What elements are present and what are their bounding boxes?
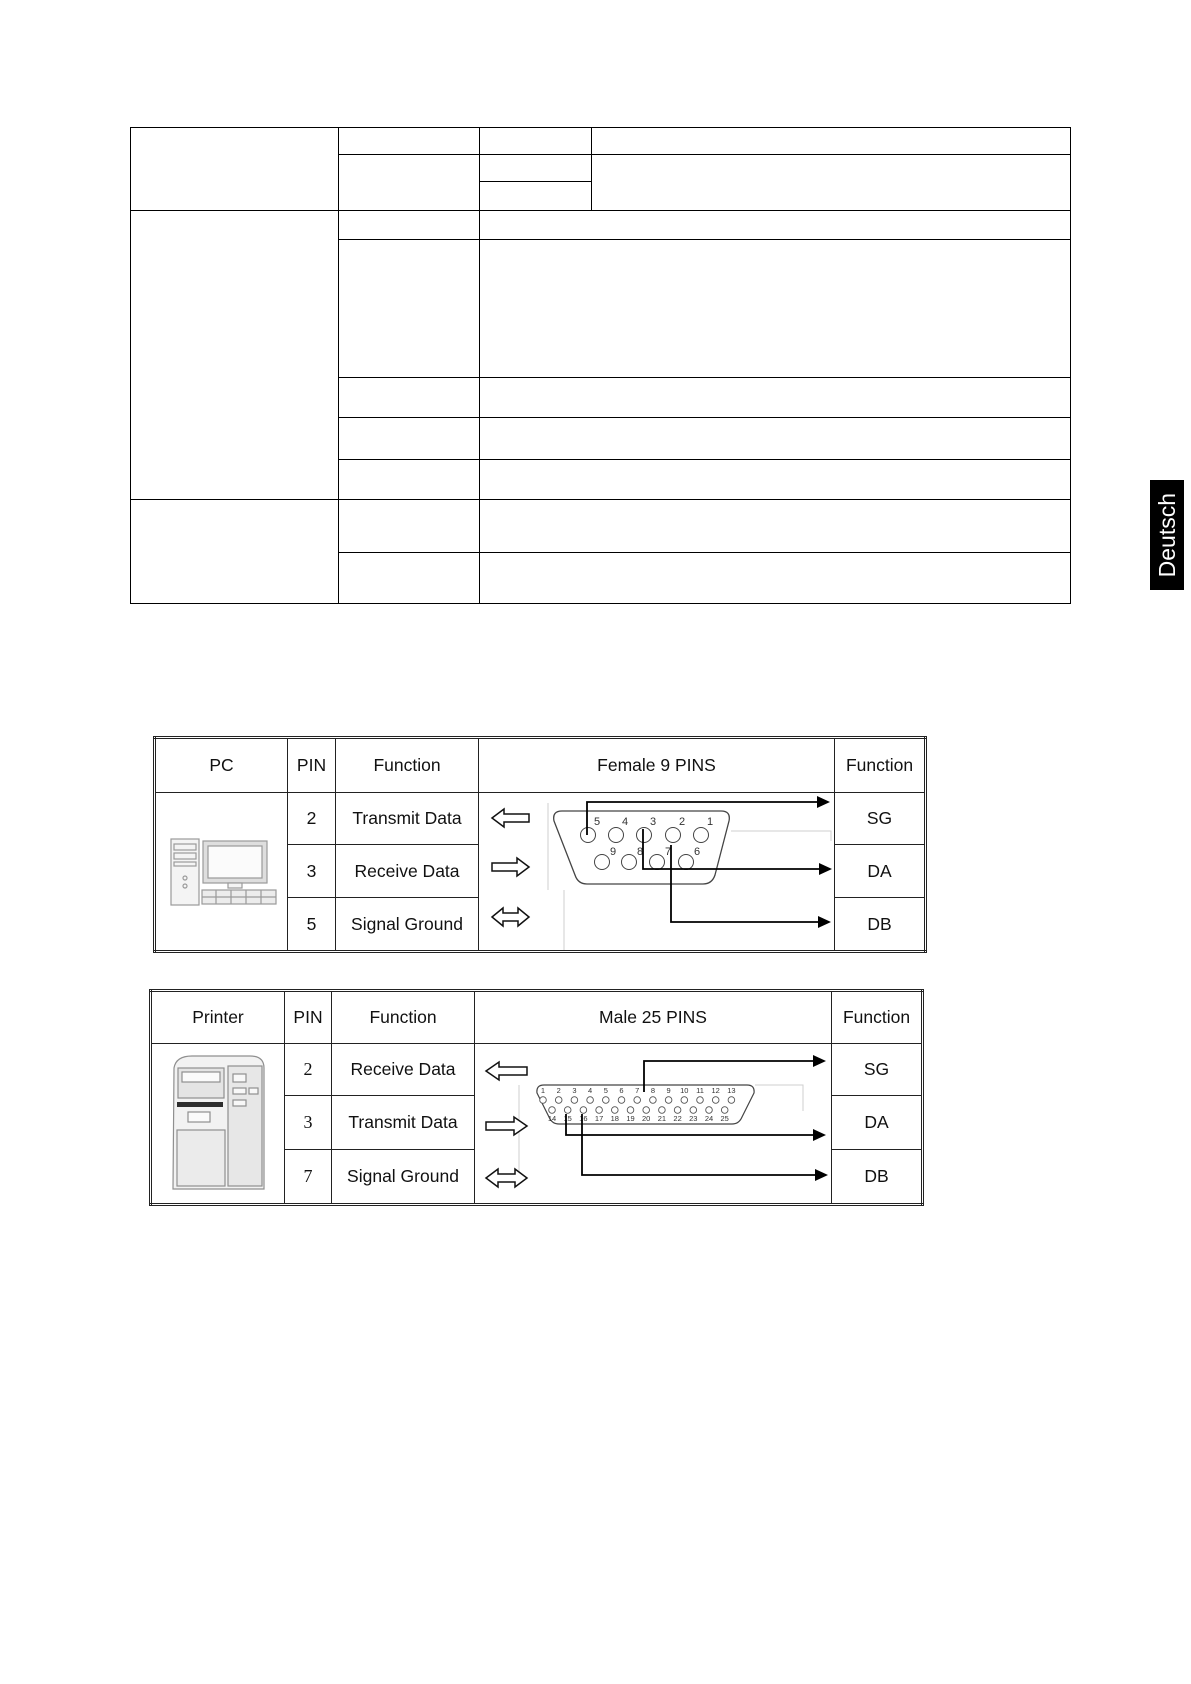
target-function: DA [835,845,926,898]
spec-table-cell [480,500,1071,553]
spec-table-cell [131,500,339,604]
spec-table-cell [339,240,480,378]
spec-table-cell [480,182,592,211]
arrowhead-icon [815,1169,828,1181]
pin-hole [697,1097,704,1104]
pin-hole [666,828,681,843]
pin-number-label: 1 [540,1086,546,1095]
spec-table-cell [480,240,1071,378]
header-pin: PIN [285,991,332,1044]
spec-table-cell [480,460,1071,500]
header-device: Printer [151,991,285,1044]
header-device: PC [155,738,288,793]
pin-number-label: 2 [679,816,686,828]
pin-hole [549,1107,556,1114]
arrowhead-icon [813,1055,826,1067]
pin-number-label: 4 [622,816,629,828]
pin-hole [674,1107,681,1114]
spec-table-cell [131,211,339,500]
pin-number-label: 1 [707,816,714,828]
spec-table [130,127,1071,604]
pin-number-label: 5 [603,1086,608,1095]
pin-function: Transmit Data [332,1096,475,1150]
pin-hole [712,1097,719,1104]
pin-hole [612,1107,619,1114]
db9-connector-diagram [479,793,835,950]
target-function: SG [835,793,926,845]
pin-number-label: 9 [666,1086,671,1095]
pin-number-label: 6 [619,1086,624,1095]
pin-number-label: 8 [650,1086,655,1095]
pin-number-label: 16 [579,1114,588,1123]
spec-table-cell [480,418,1071,460]
spec-table-cell [592,128,1071,155]
pin-hole [622,855,637,870]
pin-function: Receive Data [336,845,479,898]
spec-table-cell [131,128,339,211]
pin-number: 2 [285,1044,332,1096]
db25-connector-diagram [475,1044,832,1203]
device-image-cell [155,793,288,952]
pin-hole [618,1097,625,1104]
header-function: Function [332,991,475,1044]
db9-arrowheads [817,796,832,928]
header-target-function: Function [835,738,926,793]
pin-number-label: 22 [673,1114,682,1123]
spec-table-cell [339,211,480,240]
pin-number-label: 24 [704,1114,714,1123]
language-tab-label: Deutsch [1153,492,1180,578]
spec-table-cell [480,553,1071,604]
spec-table-cell [339,418,480,460]
pin-number: 3 [288,845,336,898]
pin-number-label: 13 [727,1086,736,1095]
arrowhead-icon [813,1129,826,1141]
spec-table-cell [480,211,1071,240]
pin-number-label: 3 [650,816,657,828]
pin-hole [555,1097,562,1104]
pin-number-label: 5 [594,816,601,828]
header-connector: Male 25 PINS [475,991,832,1044]
pin-hole [643,1107,650,1114]
printer-pin-table [149,989,924,1206]
pin-hole [637,828,652,843]
arrowhead-icon [818,916,831,928]
language-tab[interactable] [1150,480,1184,590]
target-function: DA [832,1096,923,1150]
header-pin: PIN [288,738,336,793]
pin-number-label: 6 [694,846,701,858]
computer-icon [156,793,288,950]
pin-number-label: 11 [696,1086,704,1095]
pin-hole [581,828,596,843]
target-function: DB [835,898,926,952]
pin-hole [721,1107,728,1114]
pin-number-label: 17 [594,1114,604,1123]
pin-number-label: 10 [680,1086,689,1095]
connector-diagram-cell [475,1044,832,1205]
pin-number-label: 4 [588,1086,593,1095]
printer-icon [152,1044,285,1203]
pin-number-label: 21 [657,1114,667,1123]
arrow-both-icon [486,1169,527,1187]
header-target-function: Function [832,991,923,1044]
pin-hole [603,1097,610,1104]
spec-table-cell [339,128,480,155]
header-connector: Female 9 PINS [479,738,835,793]
pin-number-label: 20 [642,1114,651,1123]
pin-hole [587,1097,594,1104]
pin-hole [540,1097,547,1104]
pin-hole [580,1107,587,1114]
pin-number-label: 19 [626,1114,635,1123]
arrowhead-icon [817,796,830,808]
spec-table-cell [339,553,480,604]
spec-table-cell [339,500,480,553]
pin-number-label: 14 [547,1114,557,1123]
target-function: DB [832,1150,923,1205]
connector-diagram-cell [479,793,835,952]
pin-function: Signal Ground [332,1150,475,1205]
pin-hole [609,828,624,843]
pin-hole [690,1107,697,1114]
pin-hole [650,1097,657,1104]
spec-table-cell [339,155,480,211]
pin-number-label: 7 [665,846,672,858]
pin-hole [706,1107,713,1114]
pin-hole [681,1097,688,1104]
target-function: SG [832,1044,923,1096]
pin-number-label: 8 [637,846,644,858]
pin-number-label: 12 [711,1086,720,1095]
spec-table-cell [480,155,592,182]
pin-hole [694,828,709,843]
pin-hole [659,1107,666,1114]
pc-pin-table [153,736,927,953]
pin-number: 3 [285,1096,332,1150]
pin-number-label: 18 [610,1114,619,1123]
spec-table-cell [480,128,592,155]
arrow-left-icon [486,1062,527,1080]
pin-number: 2 [288,793,336,845]
pin-number-label: 15 [563,1114,572,1123]
spec-table-cell [592,155,1071,211]
header-function: Function [336,738,479,793]
arrow-both-icon [492,908,529,926]
pin-hole [595,855,610,870]
spec-table-cell [480,378,1071,418]
pin-hole [571,1097,578,1104]
spec-table-cell [339,460,480,500]
spec-table-cell [339,378,480,418]
pin-hole [596,1107,603,1114]
pin-function: Receive Data [332,1044,475,1096]
pin-hole [634,1097,641,1104]
arrow-right-icon [486,1117,527,1135]
pin-number-label: 7 [635,1086,640,1095]
pin-number-label: 2 [556,1086,561,1095]
pin-hole [728,1097,735,1104]
arrowhead-icon [819,863,832,875]
pin-hole [564,1107,571,1114]
pin-hole [665,1097,672,1104]
arrow-left-icon [492,809,529,827]
pin-number-label: 23 [689,1114,698,1123]
pin-number: 7 [285,1150,332,1205]
arrow-right-icon [492,858,529,876]
device-image-cell [151,1044,285,1205]
db25-arrowheads [813,1055,828,1181]
pin-number-label: 3 [572,1086,577,1095]
pin-hole [679,855,694,870]
pin-number: 5 [288,898,336,952]
pin-function: Transmit Data [336,793,479,845]
pin-hole [650,855,665,870]
pin-function: Signal Ground [336,898,479,952]
pin-hole [627,1107,634,1114]
pin-number-label: 25 [720,1114,729,1123]
pin-number-label: 9 [610,846,617,858]
